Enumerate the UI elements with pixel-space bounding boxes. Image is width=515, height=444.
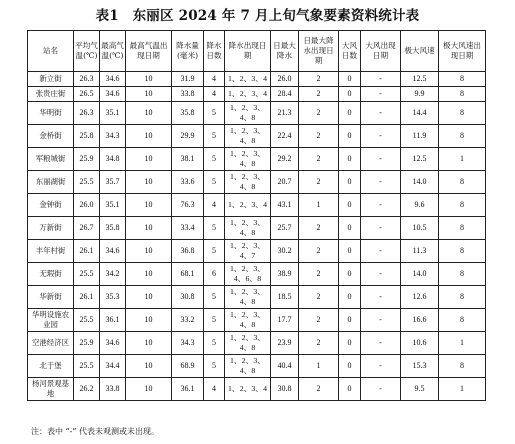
gale-dates-cell: -: [361, 102, 401, 125]
gale-dates-cell: -: [361, 378, 401, 401]
gale-days-cell: 0: [339, 355, 361, 378]
station-name-cell: 无瑕街: [28, 263, 74, 286]
max-daily-precip-cell: 40.4: [271, 355, 299, 378]
avg-temp-cell: 25.5: [74, 355, 100, 378]
extreme-wind-cell: 10.6: [401, 332, 439, 355]
header-max-temp: 最高气温(℃): [100, 31, 126, 72]
station-name-cell: 张贵庄街: [28, 87, 74, 102]
table-row: [28, 286, 486, 309]
extreme-wind-date-cell: 8: [439, 125, 486, 148]
max-daily-precip-date-cell: 2: [299, 87, 339, 102]
avg-temp-cell: 25.8: [74, 125, 100, 148]
header-precip-dates: 降水出现日期: [225, 31, 271, 72]
max-daily-precip-date-cell: 1: [299, 355, 339, 378]
weather-statistics-table: [27, 30, 486, 401]
gale-dates-cell: -: [361, 72, 401, 87]
max-daily-precip-date-cell: 2: [299, 286, 339, 309]
table-title: 表1 东丽区 2024 年 7 月上旬气象要素资料统计表: [95, 8, 420, 24]
max-temp-date-cell: 10: [126, 171, 172, 194]
max-temp-cell: 34.4: [100, 355, 126, 378]
gale-days-cell: 0: [339, 87, 361, 102]
table-row: [28, 332, 486, 355]
max-temp-cell: 34.2: [100, 263, 126, 286]
gale-days-cell: 0: [339, 240, 361, 263]
max-daily-precip-cell: 25.7: [271, 217, 299, 240]
extreme-wind-date-cell: 8: [439, 263, 486, 286]
gale-days-cell: 0: [339, 148, 361, 171]
station-name-cell: 丰年村街: [28, 240, 74, 263]
max-temp-cell: 33.8: [100, 378, 126, 401]
extreme-wind-cell: 11.3: [401, 240, 439, 263]
precipitation-cell: 36.1: [172, 378, 204, 401]
max-daily-precip-cell: 43.1: [271, 194, 299, 217]
gale-dates-cell: -: [361, 217, 401, 240]
precipitation-cell: 35.8: [172, 102, 204, 125]
precipitation-cell: 76.3: [172, 194, 204, 217]
precip-days-cell: 5: [204, 309, 225, 332]
extreme-wind-cell: 9.6: [401, 194, 439, 217]
avg-temp-cell: 26.2: [74, 378, 100, 401]
max-temp-cell: 34.6: [100, 72, 126, 87]
max-temp-cell: 34.8: [100, 148, 126, 171]
header-row: [28, 31, 486, 72]
avg-temp-cell: 26.5: [74, 87, 100, 102]
precipitation-cell: 68.1: [172, 263, 204, 286]
precip-days-cell: 5: [204, 217, 225, 240]
max-daily-precip-cell: 22.4: [271, 125, 299, 148]
gale-days-cell: 0: [339, 72, 361, 87]
precip-dates-cell: 1、2、3、4、8: [225, 217, 271, 240]
precip-dates-cell: 1、2、3、4、7: [225, 240, 271, 263]
extreme-wind-cell: 11.9: [401, 125, 439, 148]
gale-dates-cell: -: [361, 240, 401, 263]
precipitation-cell: 68.9: [172, 355, 204, 378]
header-gale-days: 大风日数: [339, 31, 361, 72]
max-daily-precip-cell: 17.7: [271, 309, 299, 332]
station-name-cell: 金桥街: [28, 125, 74, 148]
station-name-cell: 空港经济区: [28, 332, 74, 355]
header-max-daily-precip-date: 日最大降水出现日期: [299, 31, 339, 72]
station-name-cell: 华明街: [28, 102, 74, 125]
station-name-cell: 万新街: [28, 217, 74, 240]
gale-dates-cell: -: [361, 171, 401, 194]
precipitation-cell: 33.8: [172, 87, 204, 102]
header-gale-dates: 大风出现日期: [361, 31, 401, 72]
precip-days-cell: 4: [204, 87, 225, 102]
table-row: [28, 355, 486, 378]
max-temp-date-cell: 10: [126, 332, 172, 355]
precipitation-cell: 33.2: [172, 309, 204, 332]
max-daily-precip-cell: 38.9: [271, 263, 299, 286]
max-temp-date-cell: 10: [126, 309, 172, 332]
gale-days-cell: 0: [339, 378, 361, 401]
precip-dates-cell: 1、2、3、4: [225, 87, 271, 102]
station-name-cell: 新立街: [28, 72, 74, 87]
extreme-wind-date-cell: 8: [439, 355, 486, 378]
max-daily-precip-date-cell: 2: [299, 102, 339, 125]
max-daily-precip-cell: 21.3: [271, 102, 299, 125]
max-temp-cell: 35.3: [100, 286, 126, 309]
extreme-wind-date-cell: 8: [439, 72, 486, 87]
extreme-wind-cell: 12.5: [401, 148, 439, 171]
max-temp-cell: 34.6: [100, 240, 126, 263]
max-temp-cell: 36.1: [100, 309, 126, 332]
gale-days-cell: 0: [339, 332, 361, 355]
max-temp-date-cell: 10: [126, 102, 172, 125]
table-row: [28, 72, 486, 87]
station-name-cell: 北于堡: [28, 355, 74, 378]
max-daily-precip-cell: 28.4: [271, 87, 299, 102]
extreme-wind-date-cell: 8: [439, 87, 486, 102]
precipitation-cell: 33.4: [172, 217, 204, 240]
header-max-temp-date: 最高气温出现日期: [126, 31, 172, 72]
precip-dates-cell: 1、2、3、4: [225, 378, 271, 401]
table-row: [28, 378, 486, 401]
max-temp-cell: 35.1: [100, 194, 126, 217]
max-daily-precip-date-cell: 1: [299, 194, 339, 217]
precipitation-cell: 33.6: [172, 171, 204, 194]
extreme-wind-cell: 16.6: [401, 309, 439, 332]
avg-temp-cell: 26.1: [74, 240, 100, 263]
table-row: [28, 148, 486, 171]
station-name-cell: 杨河景观基地: [28, 378, 74, 401]
extreme-wind-date-cell: 1: [439, 378, 486, 401]
extreme-wind-date-cell: 8: [439, 102, 486, 125]
extreme-wind-date-cell: 8: [439, 194, 486, 217]
avg-temp-cell: 25.9: [74, 332, 100, 355]
gale-days-cell: 0: [339, 102, 361, 125]
max-temp-date-cell: 10: [126, 125, 172, 148]
extreme-wind-cell: 9.9: [401, 87, 439, 102]
precip-dates-cell: 1、2、3、4、8: [225, 332, 271, 355]
max-daily-precip-date-cell: 2: [299, 72, 339, 87]
precip-days-cell: 4: [204, 72, 225, 87]
header-precip-days: 降水日数: [204, 31, 225, 72]
max-temp-date-cell: 10: [126, 148, 172, 171]
max-daily-precip-cell: 18.5: [271, 286, 299, 309]
precipitation-cell: 36.8: [172, 240, 204, 263]
max-daily-precip-cell: 26.0: [271, 72, 299, 87]
gale-dates-cell: -: [361, 309, 401, 332]
table-row: [28, 102, 486, 125]
precip-dates-cell: 1、2、3、4、8: [225, 148, 271, 171]
precip-days-cell: 5: [204, 148, 225, 171]
max-daily-precip-cell: 30.2: [271, 240, 299, 263]
extreme-wind-date-cell: 8: [439, 240, 486, 263]
precip-dates-cell: 1、2、3、4: [225, 72, 271, 87]
max-temp-cell: 34.6: [100, 332, 126, 355]
extreme-wind-date-cell: 1: [439, 332, 486, 355]
gale-dates-cell: -: [361, 286, 401, 309]
table-row: [28, 194, 486, 217]
extreme-wind-cell: 12.6: [401, 286, 439, 309]
station-name-cell: 华新街: [28, 286, 74, 309]
precip-dates-cell: 1、2、3、4、8: [225, 309, 271, 332]
extreme-wind-cell: 14.0: [401, 263, 439, 286]
gale-dates-cell: -: [361, 148, 401, 171]
max-daily-precip-date-cell: 2: [299, 125, 339, 148]
max-daily-precip-date-cell: 2: [299, 378, 339, 401]
table-row: [28, 263, 486, 286]
precipitation-cell: 29.9: [172, 125, 204, 148]
max-temp-cell: 35.1: [100, 102, 126, 125]
max-daily-precip-cell: 29.2: [271, 148, 299, 171]
max-temp-date-cell: 10: [126, 286, 172, 309]
table-row: [28, 87, 486, 102]
gale-dates-cell: -: [361, 194, 401, 217]
gale-dates-cell: -: [361, 125, 401, 148]
precip-days-cell: 5: [204, 332, 225, 355]
avg-temp-cell: 26.3: [74, 102, 100, 125]
max-daily-precip-date-cell: 2: [299, 332, 339, 355]
max-temp-cell: 34.6: [100, 87, 126, 102]
gale-dates-cell: -: [361, 263, 401, 286]
gale-dates-cell: -: [361, 355, 401, 378]
avg-temp-cell: 26.3: [74, 72, 100, 87]
gale-days-cell: 0: [339, 194, 361, 217]
precip-dates-cell: 1、2、3、4、8: [225, 171, 271, 194]
avg-temp-cell: 25.9: [74, 148, 100, 171]
avg-temp-cell: 25.5: [74, 309, 100, 332]
precip-days-cell: 5: [204, 102, 225, 125]
gale-days-cell: 0: [339, 263, 361, 286]
header-avg-temp: 平均气温(℃): [74, 31, 100, 72]
precip-dates-cell: 1、2、3、4、8: [225, 125, 271, 148]
max-temp-date-cell: 10: [126, 72, 172, 87]
header-max-daily-precip: 日最大降水: [271, 31, 299, 72]
max-daily-precip-cell: 20.7: [271, 171, 299, 194]
extreme-wind-date-cell: 8: [439, 286, 486, 309]
precipitation-cell: 31.9: [172, 72, 204, 87]
table-row: [28, 240, 486, 263]
max-daily-precip-date-cell: 2: [299, 171, 339, 194]
extreme-wind-cell: 14.4: [401, 102, 439, 125]
max-temp-date-cell: 10: [126, 194, 172, 217]
precip-days-cell: 5: [204, 286, 225, 309]
precip-days-cell: 5: [204, 125, 225, 148]
avg-temp-cell: 25.5: [74, 171, 100, 194]
precip-dates-cell: 1、2、3、4、6、8: [225, 263, 271, 286]
precip-days-cell: 5: [204, 171, 225, 194]
extreme-wind-date-cell: 8: [439, 309, 486, 332]
max-daily-precip-date-cell: 2: [299, 217, 339, 240]
avg-temp-cell: 26.0: [74, 194, 100, 217]
gale-days-cell: 0: [339, 217, 361, 240]
gale-days-cell: 0: [339, 286, 361, 309]
gale-dates-cell: -: [361, 332, 401, 355]
precip-dates-cell: 1、2、3、4、8: [225, 286, 271, 309]
max-daily-precip-date-cell: 2: [299, 240, 339, 263]
max-daily-precip-date-cell: 2: [299, 263, 339, 286]
avg-temp-cell: 25.5: [74, 263, 100, 286]
max-temp-date-cell: 10: [126, 378, 172, 401]
max-temp-cell: 34.3: [100, 125, 126, 148]
max-temp-date-cell: 10: [126, 240, 172, 263]
precip-dates-cell: 1、2、3、4、8: [225, 102, 271, 125]
max-daily-precip-cell: 23.9: [271, 332, 299, 355]
precip-days-cell: 4: [204, 194, 225, 217]
max-temp-date-cell: 10: [126, 263, 172, 286]
gale-days-cell: 0: [339, 309, 361, 332]
table-row: [28, 309, 486, 332]
extreme-wind-cell: 10.5: [401, 217, 439, 240]
avg-temp-cell: 26.7: [74, 217, 100, 240]
table-row: [28, 217, 486, 240]
precip-dates-cell: 1、2、3、4、8: [225, 355, 271, 378]
station-name-cell: 华明设施农业园: [28, 309, 74, 332]
precip-dates-cell: 1、2、3、4: [225, 194, 271, 217]
precipitation-cell: 38.1: [172, 148, 204, 171]
gale-days-cell: 0: [339, 171, 361, 194]
precip-days-cell: 5: [204, 355, 225, 378]
max-daily-precip-cell: 30.8: [271, 378, 299, 401]
max-temp-date-cell: 10: [126, 217, 172, 240]
precip-days-cell: 5: [204, 240, 225, 263]
station-name-cell: 军粮城街: [28, 148, 74, 171]
max-temp-cell: 35.7: [100, 171, 126, 194]
extreme-wind-cell: 14.0: [401, 171, 439, 194]
header-extreme-wind-date: 极大风速出现日期: [439, 31, 486, 72]
precipitation-cell: 34.3: [172, 332, 204, 355]
max-daily-precip-date-cell: 2: [299, 309, 339, 332]
max-temp-date-cell: 10: [126, 355, 172, 378]
extreme-wind-date-cell: 8: [439, 217, 486, 240]
gale-dates-cell: -: [361, 87, 401, 102]
extreme-wind-date-cell: 8: [439, 171, 486, 194]
extreme-wind-cell: 12.5: [401, 72, 439, 87]
extreme-wind-cell: 9.5: [401, 378, 439, 401]
avg-temp-cell: 26.1: [74, 286, 100, 309]
header-station: 站名: [28, 31, 74, 72]
header-precipitation: 降水量(毫米): [172, 31, 204, 72]
precipitation-cell: 30.8: [172, 286, 204, 309]
header-extreme-wind: 极大风速: [401, 31, 439, 72]
station-name-cell: 东丽湖街: [28, 171, 74, 194]
max-daily-precip-date-cell: 2: [299, 148, 339, 171]
table-note: 注：表中 “-” 代表未观测或未出现。: [31, 427, 159, 436]
extreme-wind-cell: 15.3: [401, 355, 439, 378]
table-row: [28, 125, 486, 148]
table-row: [28, 171, 486, 194]
extreme-wind-date-cell: 1: [439, 148, 486, 171]
precip-days-cell: 6: [204, 263, 225, 286]
max-temp-date-cell: 10: [126, 87, 172, 102]
max-temp-cell: 35.8: [100, 217, 126, 240]
gale-days-cell: 0: [339, 125, 361, 148]
precip-days-cell: 4: [204, 378, 225, 401]
station-name-cell: 金钟街: [28, 194, 74, 217]
